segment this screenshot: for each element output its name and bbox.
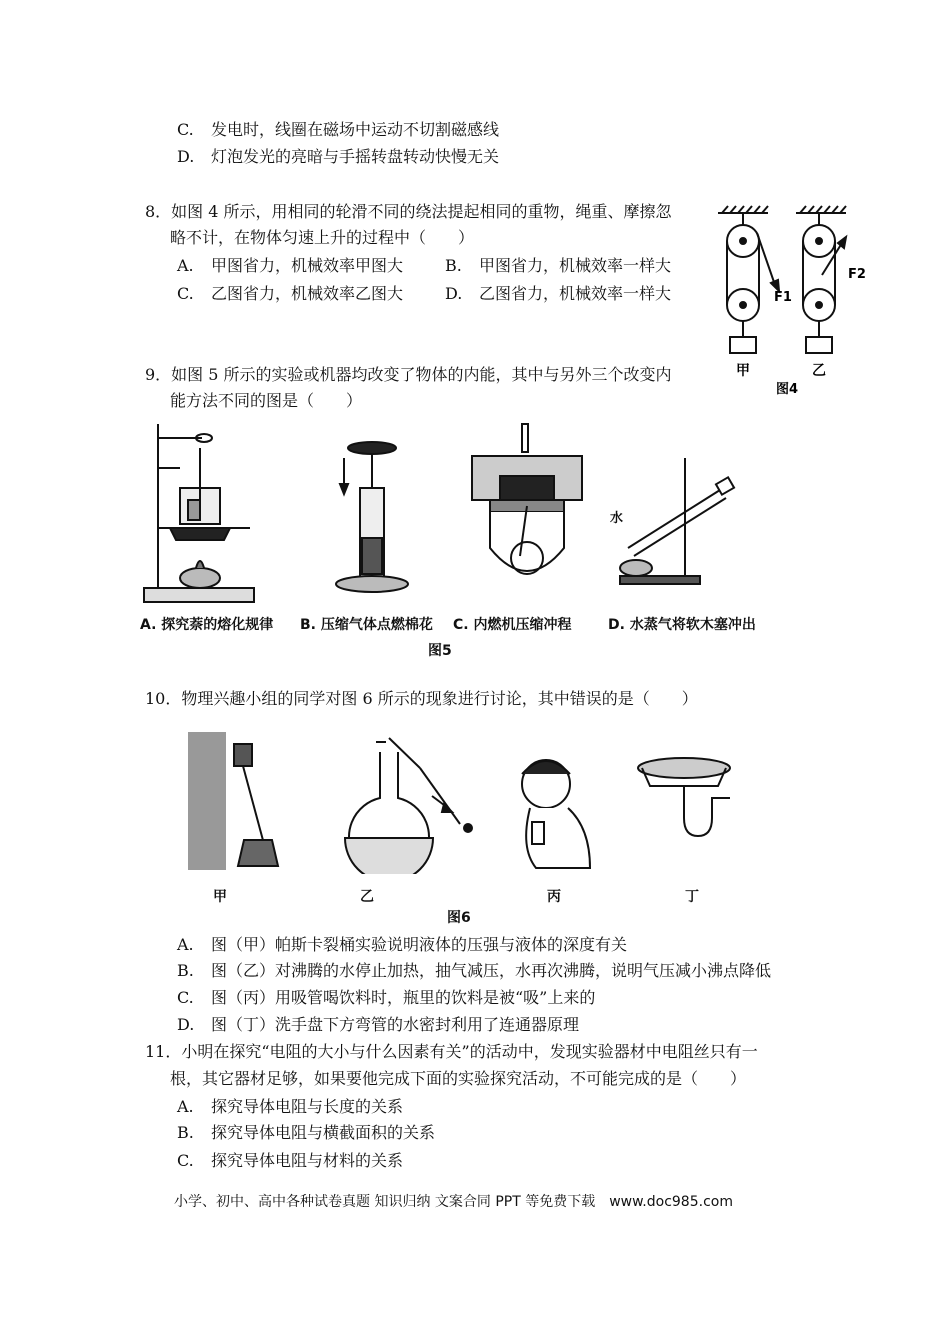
option-letter: A. (177, 935, 194, 954)
q11-stem-line2: 根，其它器材足够，如果要他完成下面的实验探究活动，不可能完成的是（ ） (170, 1069, 747, 1088)
option-letter: B. (445, 256, 462, 275)
option-letter: C. (177, 284, 194, 303)
ceiling-left (718, 206, 768, 213)
fig6-jia-pascal-barrel (188, 732, 278, 870)
option-letter: D. (445, 284, 463, 303)
ceiling-right (796, 206, 846, 213)
q11-stem-line1: 11．小明在探究“电阻的大小与什么因素有关”的活动中，发现实验器材中电阻丝只有一 (145, 1042, 758, 1061)
fig5-c-engine (472, 424, 582, 574)
fig5-caption-c: C. 内燃机压缩冲程 (453, 617, 572, 633)
fig6-label-yi: 乙 (360, 889, 374, 905)
option-text: 图（乙）对沸腾的水停止加热，抽气减压，水再次沸腾，说明气压减小沸点降低 (211, 961, 772, 980)
option-letter: B. (177, 961, 194, 980)
option-text: 甲图省力，机械效率甲图大 (211, 256, 404, 275)
q8-stem-line1: 8．如图 4 所示，用相同的轮滑不同的绕法提起相同的重物，绳重、摩擦忽 (145, 202, 672, 221)
figure-4-caption: 图4 (776, 382, 799, 397)
figure-5-illustrations (140, 418, 770, 614)
force2-label: F2 (848, 267, 866, 282)
fig5-caption-a: A. 探究萘的熔化规律 (140, 617, 274, 633)
q7-option-c (177, 119, 499, 141)
option-letter: A. (177, 1097, 194, 1116)
option-letter: C. (177, 1151, 194, 1170)
q10-option-d (177, 1014, 579, 1036)
option-text: 探究导体电阻与长度的关系 (211, 1097, 404, 1116)
fig5-a-melting-apparatus (144, 424, 254, 602)
pulley-system-right (803, 213, 846, 353)
fig6-label-jia: 甲 (213, 889, 227, 905)
option-text: 探究导体电阻与横截面积的关系 (211, 1123, 436, 1142)
option-text: 探究导体电阻与材料的关系 (211, 1151, 404, 1170)
force1-label: F1 (774, 290, 792, 305)
fig6-ding-sink-trap (638, 758, 730, 836)
option-text: 乙图省力，机械效率一样大 (479, 284, 672, 303)
option-letter: A. (177, 256, 194, 275)
q8-stem-line2: 略不计，在物体匀速上升的过程中（ ） (170, 228, 475, 247)
q8-option-a (177, 255, 403, 277)
fig5-d-steam-cork (610, 458, 734, 584)
q10-stem: 10．物理兴趣小组的同学对图 6 所示的现象进行讨论，其中错误的是（ ） (145, 689, 698, 708)
page-footer: 小学、初中、高中各种试卷真题 知识归纳 文案合同 PPT 等免费下载 www.doc985.com (174, 1194, 733, 1210)
q9-stem-line1: 9．如图 5 所示的实验或机器均改变了物体的内能，其中与另外三个改变内 (145, 365, 672, 384)
q10-option-a (177, 934, 627, 956)
option-letter: C. (177, 120, 194, 139)
q9-stem-line2: 能方法不同的图是（ ） (170, 391, 363, 410)
figure-4-label-left: 甲 (736, 363, 750, 379)
fig6-bing-person-drinking (522, 760, 590, 868)
water-label: 水 (610, 511, 624, 526)
fig6-label-ding: 丁 (685, 889, 699, 905)
fig5-title: 图5 (428, 643, 452, 659)
option-text: 甲图省力，机械效率一样大 (479, 256, 672, 275)
option-letter: D. (177, 147, 195, 166)
pulley-system-left (727, 213, 779, 353)
figure-6-illustrations (180, 728, 740, 874)
q7-option-d (177, 146, 499, 168)
fig6-yi-flask (345, 738, 472, 874)
option-text: 发电时，线圈在磁场中运动不切割磁感线 (211, 120, 500, 139)
option-text: 图（甲）帕斯卡裂桶实验说明液体的压强与液体的深度有关 (211, 935, 628, 954)
fig5-caption-b: B. 压缩气体点燃棉花 (300, 617, 433, 633)
option-text: 灯泡发光的亮暗与手摇转盘转动快慢无关 (211, 147, 500, 166)
q11-option-b (177, 1122, 435, 1144)
option-letter: B. (177, 1123, 194, 1142)
figure-4-label-right: 乙 (812, 363, 826, 379)
q10-option-b (177, 960, 771, 982)
q11-option-a (177, 1096, 403, 1118)
figure-4-pulleys (712, 203, 872, 403)
q10-option-c (177, 987, 595, 1009)
option-letter: D. (177, 1015, 195, 1034)
fig6-title: 图6 (447, 910, 471, 926)
option-text: 乙图省力，机械效率乙图大 (211, 284, 404, 303)
option-letter: C. (177, 988, 194, 1007)
q8-option-b (445, 255, 671, 277)
q8-option-c (177, 283, 403, 305)
option-text: 图（丙）用吸管喝饮料时，瓶里的饮料是被“吸”上来的 (211, 988, 596, 1007)
q11-option-c (177, 1150, 403, 1172)
fig5-b-fire-syringe (336, 442, 408, 592)
fig6-label-bing: 丙 (547, 889, 561, 905)
option-text: 图（丁）洗手盘下方弯管的水密封利用了连通器原理 (211, 1015, 580, 1034)
q8-option-d (445, 283, 671, 305)
fig5-caption-d: D. 水蒸气将软木塞冲出 (608, 617, 756, 633)
